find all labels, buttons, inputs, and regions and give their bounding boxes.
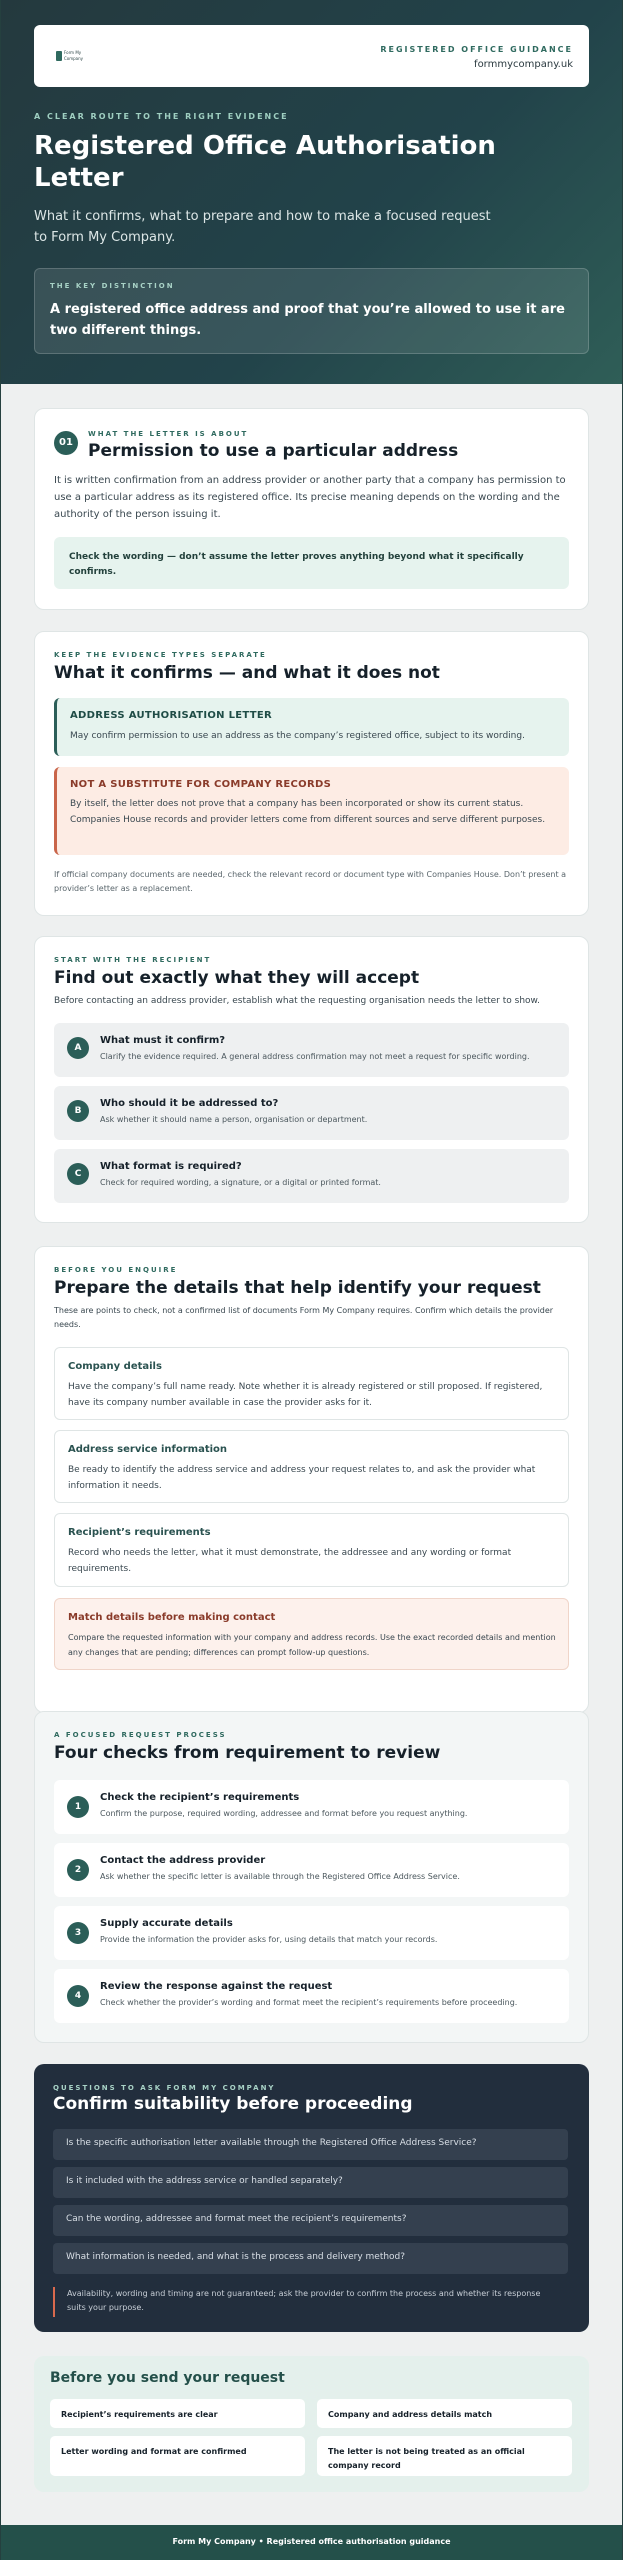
about-note-text: Check the wording — don’t assume the letter proves anything beyond what it specifically confirms. — [69, 552, 524, 577]
not-substitute-text: By itself, the letter does not prove that a company has been incorporated or show its current status. Companies House records and provider letters come from different sources and serve different purposes. — [70, 799, 546, 825]
prepare-title: Prepare the details that help identify your request — [54, 1278, 541, 1298]
question-badge: C — [67, 1163, 89, 1185]
question-title: Who should it be addressed to? — [100, 1098, 279, 1109]
step-text: Confirm the purpose, required wording, addressee and format before you request anything. — [100, 1809, 468, 1818]
question-text: Ask whether it should name a person, organisation or department. — [100, 1115, 368, 1124]
availability-note — [53, 2287, 568, 2317]
hero-kicker: A CLEAR ROUTE TO THE RIGHT EVIDENCE — [34, 112, 289, 121]
detail-text: Record who needs the letter, what it must demonstrate, the addressee and any wording or format requirements. — [68, 1548, 512, 1574]
question-row-text: Is the specific authorisation letter available through the Registered Office Address Service? — [66, 2138, 477, 2148]
not-substitute-box — [54, 767, 569, 855]
checklist-chip — [317, 2399, 572, 2428]
detail-title: Address service information — [68, 1444, 228, 1455]
detail-card-address — [54, 1430, 569, 1503]
step-badge: 3 — [67, 1922, 89, 1944]
section-number-badge: 01 — [54, 431, 78, 455]
questions-card — [34, 2064, 589, 2332]
checks-title: Four checks from requirement to review — [54, 1743, 441, 1763]
step-badge: 1 — [67, 1796, 89, 1818]
question-item — [54, 1086, 569, 1140]
detail-text: Be ready to identify the address service and address your request relates to, and ask the provider what information it needs. — [68, 1465, 536, 1491]
process-step — [54, 1780, 569, 1834]
detail-title: Company details — [68, 1361, 162, 1372]
step-title: Supply accurate details — [100, 1918, 233, 1929]
confirms-letter-title: ADDRESS AUTHORISATION LETTER — [70, 710, 273, 721]
key-distinction-kicker: THE KEY DISTINCTION — [50, 282, 175, 290]
warning-text: Compare the requested information with your company and address records. Use the exact recorded details and mention any changes that are pending; differences can prompt follow-up questions. — [68, 1633, 556, 1657]
logo-text-line1: Form My — [64, 50, 82, 55]
confirms-card — [34, 631, 589, 916]
key-distinction-text: A registered office address and proof that you’re allowed to use it are two different things. — [50, 302, 565, 338]
confirms-letter-box — [54, 698, 569, 756]
prepare-intro: These are points to check, not a confirmed list of documents Form My Company requires. Confirm which details the provider needs. — [54, 1306, 554, 1329]
logo-mark-icon — [56, 51, 62, 61]
brand-kicker: REGISTERED OFFICE GUIDANCE — [380, 45, 573, 54]
confirms-kicker: KEEP THE EVIDENCE TYPES SEPARATE — [54, 651, 267, 659]
key-distinction-box — [34, 268, 589, 354]
not-substitute-title: NOT A SUBSTITUTE FOR COMPANY RECORDS — [70, 779, 332, 790]
question-row — [53, 2167, 568, 2198]
question-badge: A — [67, 1037, 89, 1059]
step-title: Contact the address provider — [100, 1855, 266, 1866]
company-logo[interactable] — [56, 49, 84, 63]
about-title: Permission to use a particular address — [88, 441, 459, 461]
questions-kicker: QUESTIONS TO ASK FORM MY COMPANY — [53, 2084, 276, 2092]
about-body: It is written confirmation from an address provider or another party that a company has permission to use a particular address as its registered office. Its precise meaning depends on the wording and the authority of the person issuing it. — [54, 475, 566, 520]
step-text: Check whether the provider’s wording and format meet the recipient’s requirements before proceeding. — [100, 1998, 518, 2007]
detail-text: Have the company’s full name ready. Note whether it is already registered or still proposed. If registered, have its company number available in case the provider asks for it. — [68, 1382, 543, 1408]
checks-card — [34, 1711, 589, 2043]
checklist-chip-text: Company and address details match — [328, 2410, 493, 2419]
detail-card-recipient — [54, 1513, 569, 1587]
prepare-card — [34, 1246, 589, 1713]
question-title: What format is required? — [100, 1161, 242, 1172]
availability-note-text: Availability, wording and timing are not guaranteed; ask the provider to confirm the process and whether its response suits your purpose. — [67, 2289, 541, 2312]
step-title: Check the recipient’s requirements — [100, 1792, 300, 1803]
detail-card-company — [54, 1347, 569, 1420]
recipient-title: Find out exactly what they will accept — [54, 968, 420, 988]
question-text: Check for required wording, a signature, or a digital or printed format. — [100, 1178, 381, 1187]
recipient-intro: Before contacting an address provider, establish what the requesting organisation needs the letter to show. — [54, 996, 540, 1006]
footer — [0, 2525, 623, 2560]
question-row-text: Can the wording, addressee and format meet the recipient’s requirements? — [66, 2214, 407, 2224]
page-title: Registered Office Authorisation Letter — [34, 131, 496, 193]
question-text: Clarify the evidence required. A general address confirmation may not meet a request for specific wording. — [100, 1052, 530, 1061]
hero — [0, 0, 623, 384]
step-text: Provide the information the provider asks for, using details that match your records. — [100, 1935, 438, 1944]
confirms-letter-text: May confirm permission to use an address as the company’s registered office, subject to its wording. — [70, 731, 525, 741]
prepare-kicker: BEFORE YOU ENQUIRE — [54, 1266, 178, 1274]
before-send-title: Before you send your request — [50, 2370, 285, 2386]
question-row-text: What information is needed, and what is the process and delivery method? — [66, 2252, 406, 2262]
confirms-footnote: If official company documents are needed, check the relevant record or document type with Companies House. Don’t present a provider’s letter as a replacement. — [54, 870, 567, 893]
about-kicker: WHAT THE LETTER IS ABOUT — [88, 430, 249, 438]
recipient-kicker: START WITH THE RECIPIENT — [54, 956, 212, 964]
logo-text-line2: Company — [64, 56, 84, 61]
process-step — [54, 1969, 569, 2023]
confirms-title: What it confirms — and what it does not — [54, 663, 440, 683]
about-card — [34, 408, 589, 610]
question-badge: B — [67, 1100, 89, 1122]
checklist-chip-text: Letter wording and format are confirmed — [61, 2447, 247, 2456]
footer-text: Form My Company • Registered office authorisation guidance — [172, 2537, 451, 2546]
question-item — [54, 1023, 569, 1077]
question-row — [53, 2243, 568, 2274]
warning-title: Match details before making contact — [68, 1612, 276, 1623]
process-step — [54, 1843, 569, 1897]
detail-title: Recipient’s requirements — [68, 1527, 211, 1538]
brand-site-link[interactable]: formmycompany.uk — [474, 59, 573, 70]
checklist-chip-text: The letter is not being treated as an official company record — [328, 2447, 525, 2470]
match-details-warning — [54, 1598, 569, 1670]
step-text: Ask whether the specific letter is available through the Registered Office Address Service. — [100, 1872, 460, 1881]
checklist-chip — [317, 2436, 572, 2476]
about-note — [54, 537, 569, 589]
question-row — [53, 2129, 568, 2160]
recipient-card — [34, 936, 589, 1223]
checklist-chip-text: Recipient’s requirements are clear — [61, 2410, 218, 2419]
process-step — [54, 1906, 569, 1960]
step-badge: 4 — [67, 1985, 89, 2007]
checklist-chip — [50, 2399, 305, 2428]
question-row — [53, 2205, 568, 2236]
checks-kicker: A FOCUSED REQUEST PROCESS — [54, 1731, 227, 1739]
question-title: What must it confirm? — [100, 1035, 226, 1046]
questions-title: Confirm suitability before proceeding — [53, 2094, 413, 2114]
step-title: Review the response against the request — [100, 1981, 333, 1992]
question-item — [54, 1149, 569, 1203]
hero-lead: What it confirms, what to prepare and how to make a focused request to Form My Company. — [34, 209, 491, 245]
question-row-text: Is it included with the address service or handled separately? — [66, 2176, 343, 2186]
before-send-card — [34, 2356, 589, 2492]
brand-bar — [34, 25, 589, 87]
checklist-chip — [50, 2436, 305, 2476]
step-badge: 2 — [67, 1859, 89, 1881]
